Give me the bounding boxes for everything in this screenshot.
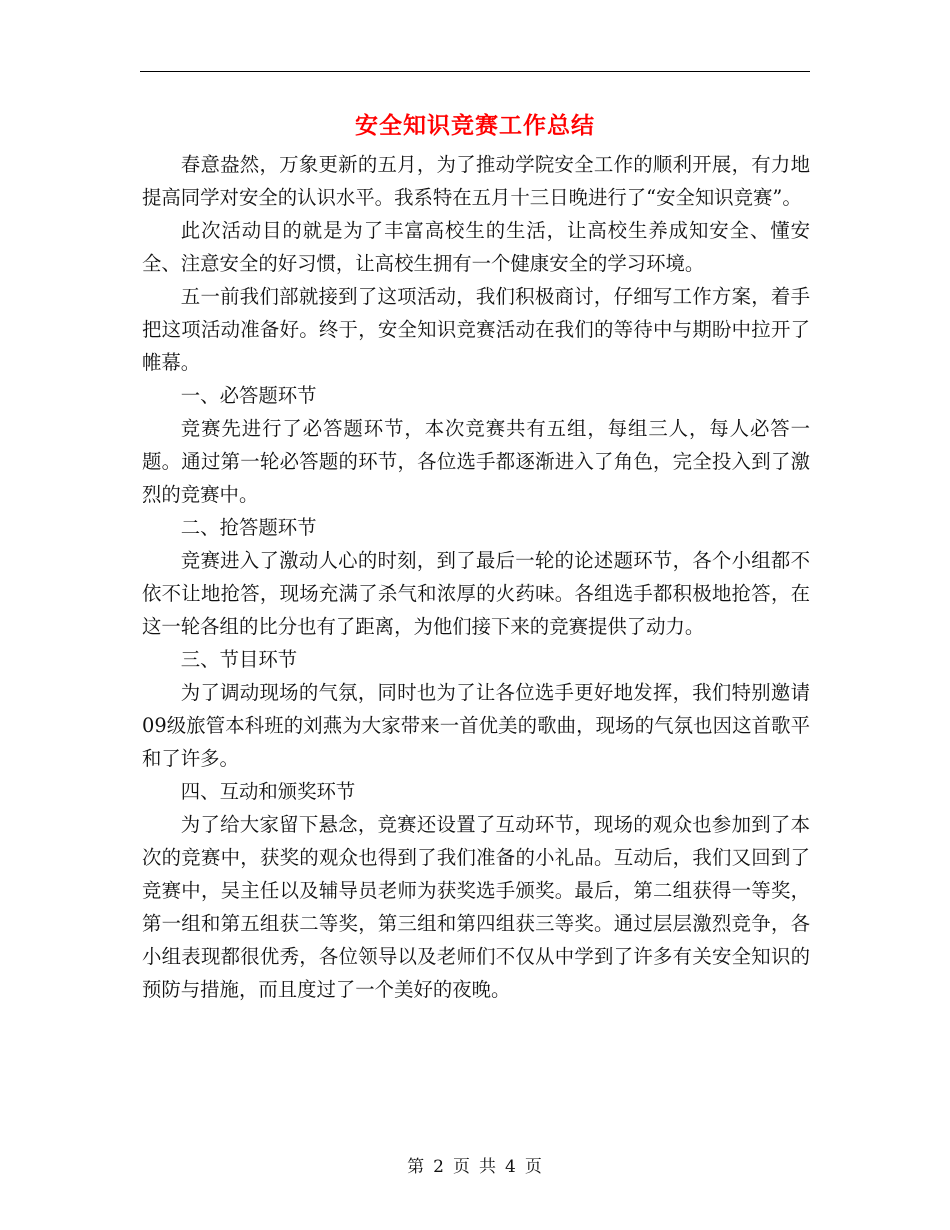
paragraph: 此次活动目的就是为了丰富高校生的生活，让高校生养成知安全、懂安全、注意安全的好习惯，让高校生拥有一个健康安全的学习环境。: [142, 219, 810, 275]
paragraph: 竞赛先进行了必答题环节，本次竞赛共有五组，每组三人，每人必答一题。通过第一轮必答题的环节，各位选手都逐渐进入了角色，完全投入到了激烈的竞赛中。: [142, 417, 810, 506]
document-body: [142, 148, 810, 1006]
paragraph: 春意盎然，万象更新的五月，为了推动学院安全工作的顺利开展，有力地提高同学对安全的认识水平。我系特在五月十三日晚进行了“安全知识竞赛”。: [142, 153, 810, 209]
paragraph: 为了给大家留下悬念，竞赛还设置了互动环节，现场的观众也参加到了本次的竞赛中，获奖的观众也得到了我们准备的小礼品。互动后，我们又回到了竞赛中，吴主任以及辅导员老师为获奖选手颁奖。最后，第二组获得一等奖，第一组和第五组获二等奖，第三组和第四组获三等奖。通过层层激烈竞争，各小组表现都很优秀，各位领导以及老师们不仅从中学到了许多有关安全知识的预防与措施，而且度过了一个美好的夜晚。: [142, 813, 810, 1001]
section-heading: 一、必答题环节: [180, 384, 317, 407]
footer-total-pages: 4: [505, 1157, 517, 1177]
paragraph: 五一前我们部就接到了这项活动，我们积极商讨，仔细写工作方案，着手把这项活动准备好。终于，安全知识竞赛活动在我们的等待中与期盼中拉开了帷幕。: [142, 285, 810, 374]
footer-current-page: 2: [433, 1157, 445, 1177]
section-heading: 三、节目环节: [180, 648, 298, 671]
paragraph: 竞赛进入了激动人心的时刻，到了最后一轮的论述题环节，各个小组都不依不让地抢答，现场充满了杀气和浓厚的火药味。各组选手都积极地抢答，在这一轮各组的比分也有了距离，为他们接下来的竞赛提供了动力。: [142, 549, 810, 638]
footer-suffix: 页: [524, 1157, 543, 1177]
page-footer: [0, 1152, 950, 1177]
footer-page-word: 页: [453, 1157, 471, 1177]
footer-total-prefix: 共: [479, 1157, 497, 1177]
section-heading: 四、互动和颁奖环节: [180, 780, 356, 803]
footer-prefix: 第: [407, 1157, 426, 1177]
paragraph: 为了调动现场的气氛，同时也为了让各位选手更好地发挥，我们特别邀请09级旅管本科班的刘燕为大家带来一首优美的歌曲，现场的气氛也因这首歌平和了许多。: [142, 681, 810, 770]
header-rule: [140, 71, 810, 72]
section-heading: 二、抢答题环节: [180, 516, 317, 539]
document-title: 安全知识竞赛工作总结: [355, 113, 595, 139]
